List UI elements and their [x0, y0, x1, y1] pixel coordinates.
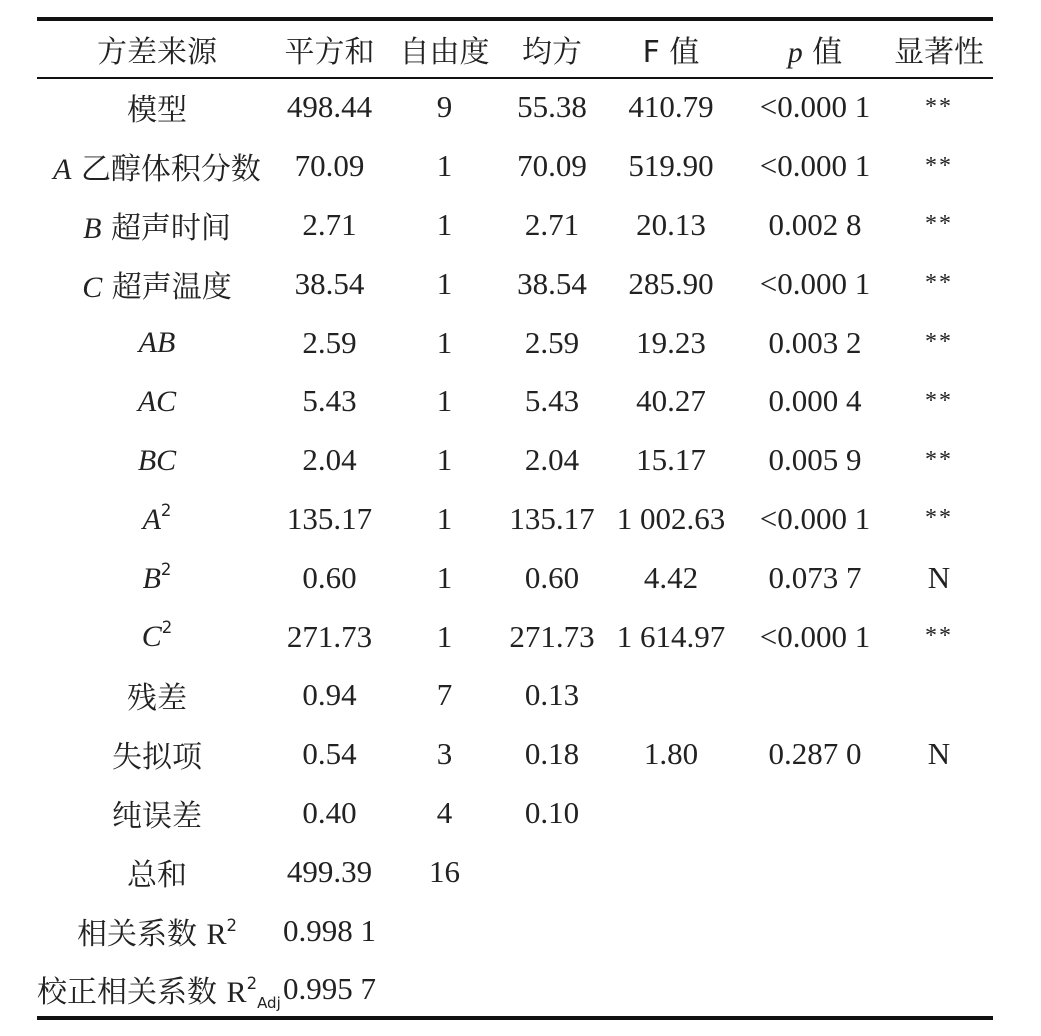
source-label: 相关系数 [76, 916, 197, 952]
cell-degrees-of-freedom: 1 [436, 148, 453, 184]
table-row [37, 666, 993, 725]
table-row [37, 548, 993, 607]
header-p-value: p 值 [787, 34, 843, 70]
cell-mean-square [507, 901, 597, 960]
cell-source [37, 313, 277, 372]
cell-source [37, 607, 277, 666]
cell-p-value: <0.000 1 [759, 265, 871, 301]
table-row [37, 784, 993, 843]
cell-p-value: 0.003 2 [768, 324, 862, 360]
cell-mean-square: 0.10 [524, 794, 580, 830]
factor-symbol: C [82, 270, 103, 304]
cell-significance: ** [925, 446, 953, 473]
cell-mean-square: 5.43 [524, 383, 580, 419]
cell-sum-of-squares: 70.09 [294, 148, 365, 184]
cell-p-value [745, 842, 885, 901]
cell-mean-square: 70.09 [517, 148, 587, 184]
cell-sum-of-squares: 135.17 [286, 500, 373, 536]
cell-degrees-of-freedom: 16 [429, 853, 460, 889]
term-symbol: B [142, 561, 161, 595]
header-row [37, 19, 993, 78]
cell-mean-square [507, 842, 597, 901]
cell-source [37, 548, 277, 607]
cell-mean-square [507, 960, 597, 1019]
source-label: 失拟项 [112, 740, 202, 776]
cell-degrees-of-freedom: 1 [436, 206, 453, 242]
cell-sum-of-squares: 0.40 [302, 794, 357, 830]
cell-f-value: 1 002.63 [616, 500, 726, 536]
source-label: 残差 [127, 681, 187, 717]
table-row [37, 490, 993, 549]
table-row [37, 607, 993, 666]
cell-mean-square: 2.04 [524, 442, 580, 478]
stat-exponent: 2 [226, 915, 238, 935]
header-mean-square: 均方 [522, 34, 582, 70]
cell-f-value: 4.42 [643, 559, 699, 595]
factor-symbol: B [83, 211, 102, 245]
cell-p-value: <0.000 1 [759, 148, 871, 184]
term-symbol: A [142, 503, 161, 537]
cell-f-value: 1 614.97 [616, 618, 726, 654]
cell-p-value [745, 784, 885, 843]
cell-f-value [597, 666, 745, 725]
cell-sum-of-squares: 0.94 [302, 677, 357, 713]
cell-p-value [745, 960, 885, 1019]
cell-p-value: <0.000 1 [759, 89, 871, 125]
cell-mean-square: 2.59 [524, 324, 580, 360]
cell-degrees-of-freedom: 1 [436, 559, 453, 595]
cell-mean-square: 271.73 [509, 618, 595, 654]
cell-source [37, 490, 277, 549]
table-row [37, 372, 993, 431]
cell-significance: N [927, 736, 951, 772]
cell-mean-square: 0.13 [524, 677, 580, 713]
cell-degrees-of-freedom: 7 [436, 677, 453, 713]
cell-p-value: 0.073 7 [768, 559, 862, 595]
cell-f-value: 519.90 [628, 148, 714, 184]
source-label: 总和 [127, 857, 187, 893]
cell-p-value [745, 901, 885, 960]
header-f-value: F 值 [642, 34, 700, 70]
cell-f-value: 15.17 [636, 442, 706, 478]
factor-name: 乙醇体积分数 [80, 152, 261, 188]
cell-mean-square: 38.54 [517, 265, 587, 301]
cell-source [37, 137, 277, 196]
cell-significance: ** [925, 152, 953, 179]
term-symbol: C [141, 620, 162, 654]
cell-f-value: 20.13 [636, 206, 706, 242]
table-row [37, 431, 993, 490]
term-symbol: AB [138, 326, 176, 360]
cell-mean-square: 2.71 [524, 206, 580, 242]
stat-subscript: Adj [257, 993, 281, 1012]
term-symbol: BC [137, 443, 177, 477]
cell-f-value [597, 784, 745, 843]
cell-sum-of-squares: 498.44 [286, 89, 373, 125]
cell-significance [885, 901, 993, 960]
header-degrees-of-freedom: 自由度 [399, 34, 490, 70]
source-label: 模型 [127, 93, 187, 129]
table-row [37, 960, 993, 1019]
cell-p-value: 0.287 0 [768, 736, 862, 772]
cell-source [37, 431, 277, 490]
cell-sum-of-squares: 271.73 [286, 618, 373, 654]
table-row [37, 313, 993, 372]
factor-symbol: A [53, 153, 72, 187]
stat-exponent: 2 [246, 973, 258, 993]
stat-symbol: R [206, 917, 227, 951]
cell-significance [885, 842, 993, 901]
term-exponent: 2 [160, 500, 172, 520]
cell-source [37, 196, 277, 255]
cell-degrees-of-freedom: 1 [436, 618, 453, 654]
cell-f-value [597, 901, 745, 960]
cell-sum-of-squares: 0.998 1 [283, 912, 376, 948]
cell-significance [885, 784, 993, 843]
cell-degrees-of-freedom: 1 [436, 383, 453, 419]
cell-sum-of-squares: 5.43 [302, 383, 357, 419]
cell-degrees-of-freedom: 3 [436, 736, 453, 772]
cell-p-value: 0.005 9 [768, 442, 862, 478]
cell-sum-of-squares: 0.54 [302, 736, 357, 772]
cell-significance: ** [925, 623, 953, 650]
cell-p-value: 0.000 4 [768, 383, 862, 419]
cell-significance: ** [925, 387, 953, 414]
cell-source [37, 784, 277, 843]
table-row [37, 842, 993, 901]
source-label: 纯误差 [112, 798, 202, 834]
cell-f-value: 285.90 [628, 265, 714, 301]
cell-f-value [597, 842, 745, 901]
cell-f-value: 40.27 [636, 383, 706, 419]
cell-mean-square: 135.17 [509, 500, 595, 536]
cell-sum-of-squares: 38.54 [294, 265, 365, 301]
cell-f-value: 19.23 [636, 324, 706, 360]
cell-p-value: <0.000 1 [759, 618, 871, 654]
table-row [37, 137, 993, 196]
factor-name: 超声温度 [111, 269, 232, 305]
cell-source [37, 960, 281, 1019]
cell-f-value: 1.80 [643, 736, 699, 772]
cell-sum-of-squares: 0.995 7 [283, 971, 376, 1007]
cell-significance: ** [925, 270, 953, 297]
cell-degrees-of-freedom [382, 901, 507, 960]
cell-source [37, 901, 277, 960]
cell-significance: ** [925, 505, 953, 532]
cell-f-value [597, 960, 745, 1019]
cell-mean-square: 0.18 [524, 736, 580, 772]
term-exponent: 2 [161, 618, 173, 638]
cell-source [37, 78, 277, 137]
cell-degrees-of-freedom: 4 [436, 794, 453, 830]
cell-sum-of-squares: 0.60 [302, 559, 357, 595]
cell-mean-square: 55.38 [517, 89, 587, 125]
cell-sum-of-squares: 2.71 [302, 206, 357, 242]
cell-sum-of-squares: 2.04 [302, 442, 357, 478]
cell-degrees-of-freedom: 1 [436, 500, 453, 536]
cell-degrees-of-freedom [382, 960, 507, 1019]
anova-table [37, 19, 993, 1019]
cell-significance: ** [925, 329, 953, 356]
cell-significance [885, 666, 993, 725]
cell-significance: N [927, 559, 951, 595]
cell-source [37, 666, 277, 725]
cell-source [37, 254, 277, 313]
cell-sum-of-squares: 499.39 [286, 853, 373, 889]
header-significance: 显著性 [894, 34, 984, 70]
cell-f-value: 410.79 [628, 89, 714, 125]
table-body [37, 78, 993, 1019]
cell-source [37, 725, 277, 784]
source-label: 校正相关系数 [37, 974, 217, 1010]
cell-degrees-of-freedom: 1 [436, 442, 453, 478]
table-row [37, 725, 993, 784]
cell-significance: ** [925, 211, 953, 238]
cell-significance: ** [925, 93, 953, 120]
cell-source [37, 372, 277, 431]
table-row [37, 254, 993, 313]
table-row [37, 78, 993, 137]
cell-degrees-of-freedom: 1 [436, 265, 453, 301]
cell-p-value [745, 666, 885, 725]
cell-sum-of-squares: 2.59 [302, 324, 357, 360]
cell-source [37, 842, 277, 901]
cell-p-value: <0.000 1 [759, 500, 871, 536]
cell-mean-square: 0.60 [524, 559, 580, 595]
factor-name: 超声时间 [110, 210, 231, 246]
header-sum-of-squares: 平方和 [284, 34, 375, 70]
cell-degrees-of-freedom: 1 [436, 324, 453, 360]
table-row [37, 196, 993, 255]
cell-degrees-of-freedom: 9 [436, 89, 453, 125]
table-row [37, 901, 993, 960]
header-source: 方差来源 [97, 34, 217, 70]
cell-p-value: 0.002 8 [768, 206, 862, 242]
term-exponent: 2 [160, 559, 172, 579]
term-symbol: AC [137, 384, 177, 418]
cell-significance [885, 960, 993, 1019]
stat-symbol: R [226, 975, 247, 1009]
